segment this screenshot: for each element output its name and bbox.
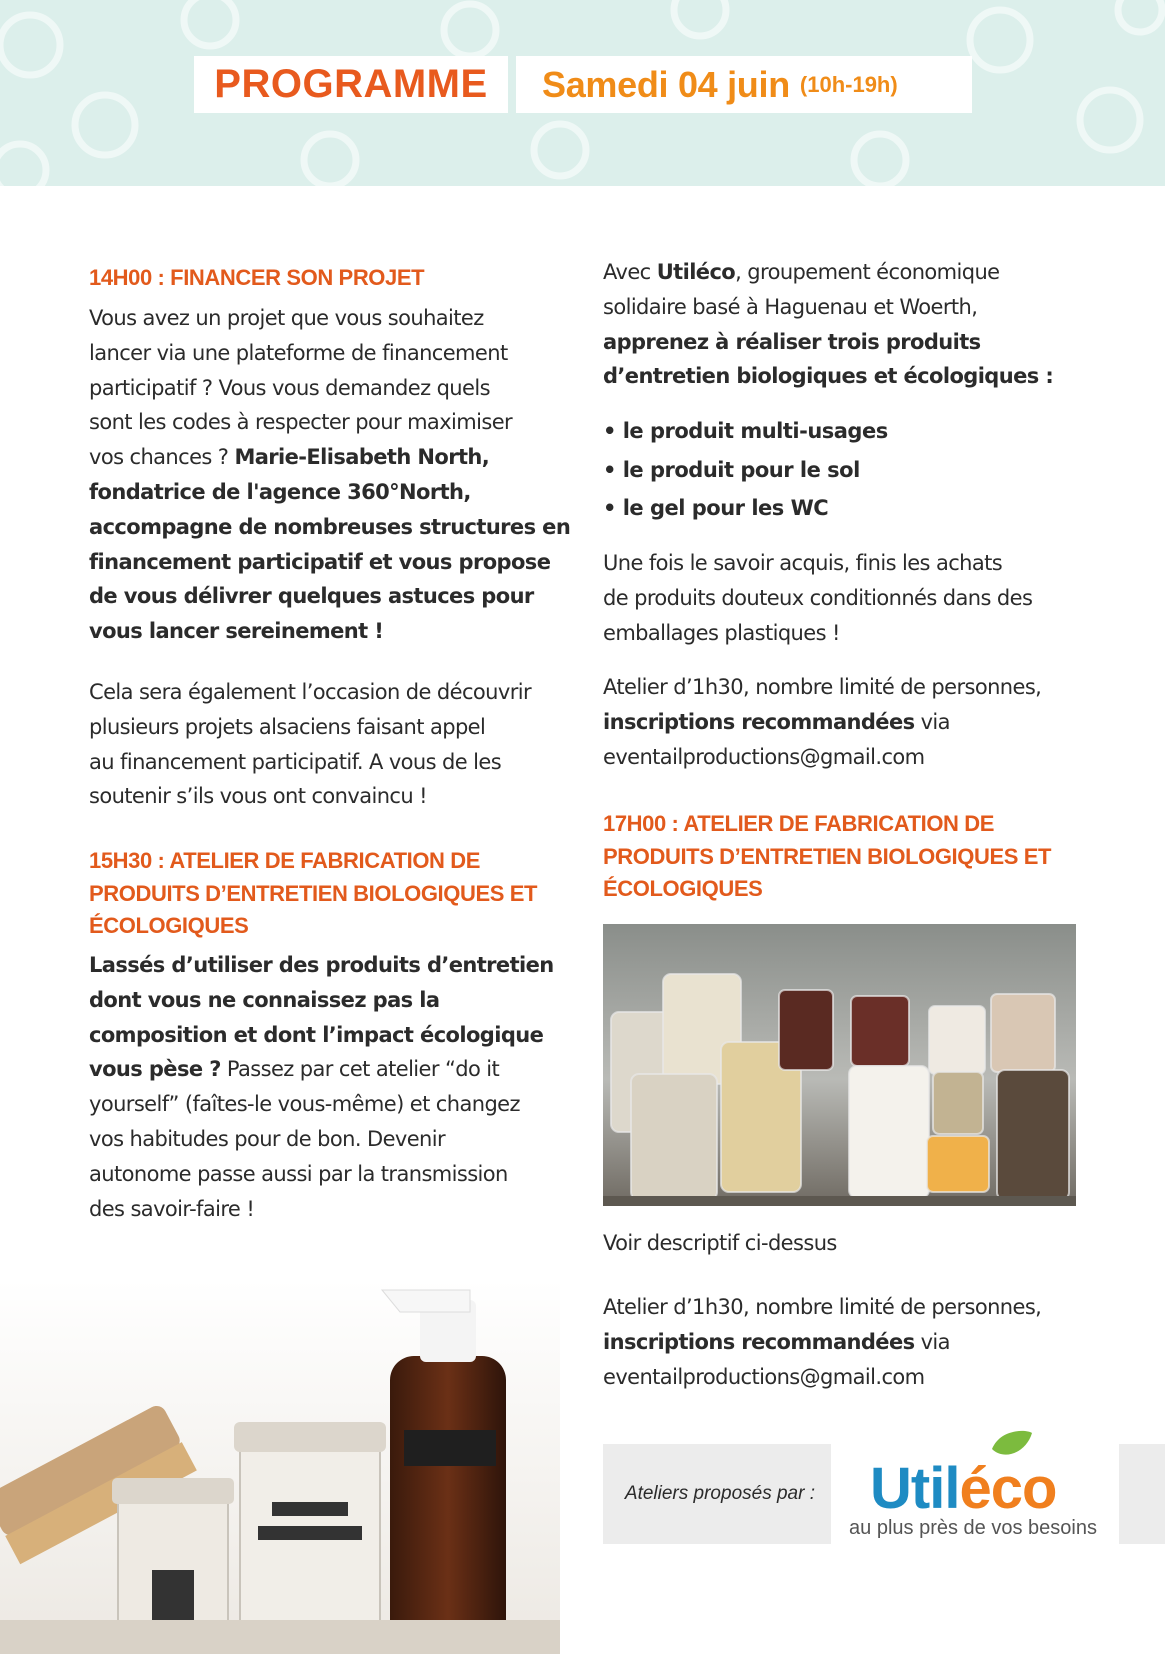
see-description-text (603, 1226, 837, 1261)
logo-tagline: au plus près de vos besoins (849, 1517, 1097, 1539)
text-line: fondatrice de l'agence 360°North, (89, 479, 471, 504)
jars-photo (603, 924, 1076, 1206)
partner-band-edge (1119, 1444, 1165, 1544)
text-line: sont les codes à respecter pour maximiser (89, 410, 513, 435)
product-list (603, 412, 888, 528)
utileco-logo[interactable] (840, 1425, 1106, 1550)
text-line: lancer via une plateforme de financement (89, 340, 508, 365)
text-line: de vous délivrer quelques astuces pour (89, 584, 534, 609)
text-line: emballages plastiques ! (603, 620, 840, 645)
heading-line: 15H30 : ATELIER DE FABRICATION DE (89, 848, 480, 873)
section-heading-1400: 14H00 : FINANCER SON PROJET (89, 265, 425, 290)
text-line: Cela sera également l’occasion de découvrir (89, 680, 532, 704)
text-line (603, 1325, 1041, 1360)
text-run: Avec (603, 260, 657, 284)
section-utileco-paragraph-2 (603, 546, 1032, 650)
text-run: Passez par cet atelier “do it (220, 1057, 500, 1082)
text-line: vos habitudes pour de bon. Devenir (89, 1126, 446, 1151)
text-line: Atelier d’1h30, nombre limité de personnes, (603, 675, 1042, 699)
text-line: plusieurs projets alsaciens faisant appel (89, 714, 486, 739)
list-item: • le gel pour les WC (603, 496, 829, 520)
text-line: dont vous ne connaissez pas la (89, 987, 440, 1012)
title-box (194, 56, 508, 113)
text-line: au financement participatif. A vous de les (89, 749, 502, 774)
text-run: vous pèse ? (89, 1057, 221, 1082)
text-run: via (914, 709, 950, 734)
text-line: Lassés d’utiliser des produits d’entretien (89, 953, 554, 977)
text-line: Vous avez un projet que vous souhaitez (89, 306, 484, 330)
section-heading-1700 (603, 808, 1051, 906)
email-link[interactable]: eventailproductions@gmail.com (603, 744, 925, 769)
text-line (603, 255, 1053, 290)
text-run: , groupement économique (735, 260, 1000, 284)
text-line: Atelier d’1h30, nombre limité de personnes, (603, 1295, 1042, 1319)
event-hours: (10h-19h) (799, 71, 898, 97)
text-line: de produits douteux conditionnés dans des (603, 585, 1033, 610)
heading-line: ÉCOLOGIQUES (603, 876, 763, 901)
text-run: vos chances ? (89, 445, 235, 470)
page-title: PROGRAMME (214, 62, 488, 106)
text-run: via (914, 1329, 950, 1354)
text-line: soutenir s’ils vous ont convaincu ! (89, 784, 427, 809)
heading-line: ÉCOLOGIQUES (89, 913, 249, 938)
text-line: accompagne de nombreuses structures en (89, 514, 571, 539)
text-run: inscriptions recommandées (603, 709, 915, 734)
partner-band (603, 1444, 831, 1544)
text-line: composition et dont l’impact écologique (89, 1022, 544, 1047)
text-line: Une fois le savoir acquis, finis les achats (603, 551, 1003, 575)
text-line: Voir descriptif ci-dessus (603, 1231, 837, 1255)
list-item: • le produit multi-usages (603, 419, 888, 443)
heading-line: PRODUITS D’ENTRETIEN BIOLOGIQUES ET (603, 843, 1052, 869)
logo-part: éco (959, 1456, 1057, 1521)
heading-line: 17H00 : ATELIER DE FABRICATION DE (603, 811, 994, 836)
workshop-info-2 (603, 1290, 1041, 1394)
logo-part: Util (870, 1456, 960, 1521)
text-run: inscriptions recommandées (603, 1329, 915, 1354)
text-line (89, 1052, 554, 1087)
text-line: des savoir-faire ! (89, 1196, 255, 1221)
text-line: vous lancer sereinement ! (89, 619, 384, 644)
text-line: yourself” (faîtes-le vous-même) et changez (89, 1092, 520, 1117)
section-1400-paragraph-2 (89, 675, 531, 814)
text-line: financement participatif et vous propose (89, 549, 551, 574)
text-line: d’entretien biologiques et écologiques : (603, 364, 1054, 389)
cleaning-products-photo (0, 1280, 560, 1654)
speaker-name: Marie-Elisabeth North, (234, 445, 490, 470)
date-box (516, 56, 972, 113)
text-line: participatif ? Vous vous demandez quels (89, 375, 490, 400)
logo-wordmark (870, 1455, 1056, 1522)
heading-line: PRODUITS D’ENTRETIEN BIOLOGIQUES ET (89, 880, 538, 906)
event-date: Samedi 04 juin (542, 63, 790, 105)
section-heading-1530 (89, 845, 537, 943)
brand-name: Utiléco (656, 260, 736, 284)
text-line (603, 705, 1041, 740)
text-line (89, 440, 570, 475)
section-1400-paragraph (89, 301, 570, 649)
text-line: solidaire basé à Haguenau et Woerth, (603, 294, 978, 319)
text-line: autonome passe aussi par la transmission (89, 1161, 508, 1186)
section-utileco-intro (603, 255, 1053, 394)
email-link[interactable]: eventailproductions@gmail.com (603, 1364, 925, 1389)
list-item: • le produit pour le sol (603, 457, 860, 482)
partner-label: Ateliers proposés par : (624, 1483, 815, 1504)
header-band (0, 0, 1165, 186)
text-line: apprenez à réaliser trois produits (603, 329, 981, 354)
workshop-info-1 (603, 670, 1041, 774)
section-1530-paragraph (89, 948, 554, 1226)
